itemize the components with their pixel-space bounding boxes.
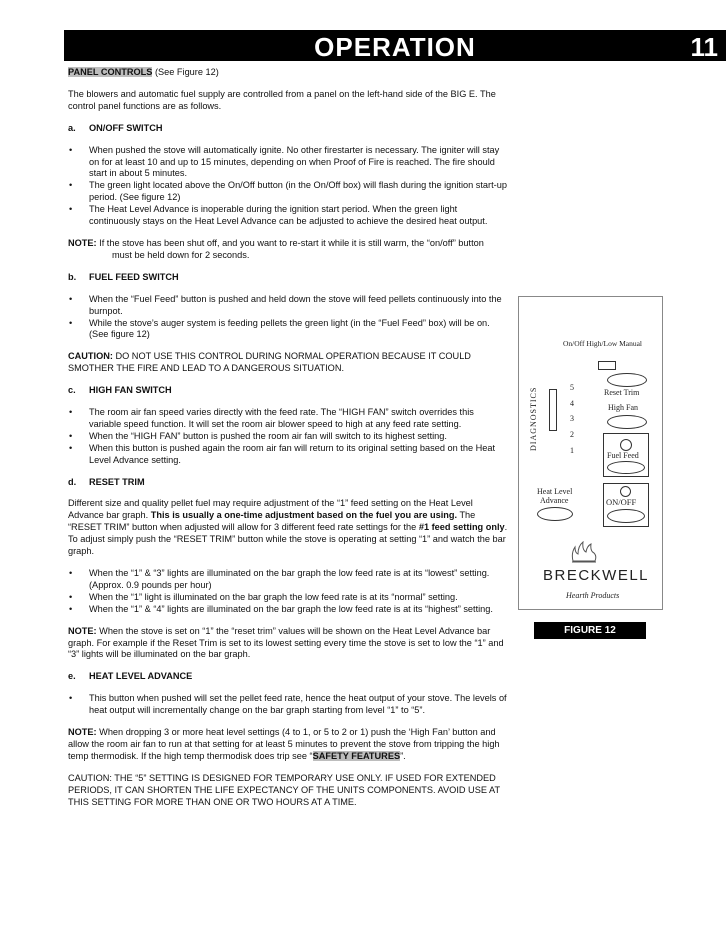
- subsection-title: HIGH FAN SWITCH: [89, 385, 172, 396]
- fuel-feed-button[interactable]: [607, 461, 645, 474]
- subsection-letter: d.: [68, 476, 77, 487]
- page-number: 11: [690, 32, 718, 62]
- safety-features-link[interactable]: SAFETY FEATURES: [312, 750, 401, 761]
- subsection-a-heading: [68, 123, 508, 135]
- panel-top-labels: On/Off High/Low Manual: [563, 339, 643, 348]
- note-d: [68, 626, 508, 662]
- brand-subtitle: Hearth Products: [566, 591, 620, 600]
- note-text: ”.: [400, 750, 406, 761]
- note-text: When the stove is set on “1” the “reset trim” values will be shown on the Heat Level Advance bar graph. For example if the Reset Trim is set to its lowest setting every time the stove is set to low the “1” and “3” lights will be illuminated on the bar graph.: [68, 625, 504, 660]
- note-label: NOTE:: [68, 237, 97, 248]
- caution-text: DO NOT USE THIS CONTROL DURING NORMAL OPERATION BECAUSE IT COULD SMOTHER THE FIRE AND LEAD TO A DANGEROUS SITUATION.: [68, 351, 471, 374]
- note-e: [68, 727, 508, 763]
- note-continuation: must be held down for 2 seconds.: [112, 249, 250, 260]
- diagnostics-label: DIAGNOSTICS: [529, 386, 538, 451]
- subsection-d-heading: [68, 477, 508, 489]
- reset-trim-paragraph: [68, 498, 508, 558]
- level-2: 2: [570, 430, 574, 439]
- caution-e: CAUTION: THE “5” SETTING IS DESIGNED FOR TEMPORARY USE ONLY. IF USED FOR EXTENDED PERIODS, IT CAN SHORTEN THE LIFE EXPECTANCY OF THE UNITS COMPONENTS. AVOID USE AT THIS SETTING FOR MORE THAN ONE OR TWO HOURS AT A TIME.: [68, 772, 500, 807]
- subsection-b-heading: [68, 272, 508, 284]
- list-item: • When the “HIGH FAN” button is pushed the room air fan will switch to its highest setting.: [68, 431, 508, 443]
- note-text: When dropping 3 or more heat level settings (4 to 1, or 5 to 2 or 1) push the ‘High Fan’ button and allow the room air fan to run at that setting for at least 5 minutes to prevent the stove from tripping the high temp thermodisk. If the high temp thermodisk does trip see “: [68, 727, 500, 761]
- figure-reference: (See figure 12): [89, 329, 150, 340]
- main-content: [68, 67, 508, 819]
- subsection-letter: c.: [68, 385, 76, 396]
- list-item: [68, 318, 508, 342]
- list-item-extra: (Approx. 0.9 pounds per hour): [89, 579, 212, 590]
- note-text: If the stove has been shut off, and you want to re-start it while it is still warm, the “on/off” button: [96, 237, 484, 248]
- diagnostics-bar: [549, 389, 557, 431]
- subsection-title: FUEL FEED SWITCH: [89, 271, 179, 282]
- subsection-letter: e.: [68, 671, 76, 682]
- bullet-list-b: [68, 294, 508, 342]
- high-fan-button[interactable]: [607, 415, 647, 429]
- high-low-switch[interactable]: [598, 361, 616, 370]
- heat-level-label: Heat Level: [537, 487, 573, 496]
- heat-level-advance-button[interactable]: [537, 507, 573, 521]
- subsection-letter: b.: [68, 271, 77, 282]
- list-item-text: When the “1” & “3” lights are illuminated on the bar graph the low feed rate is at its “lowest” setting.: [89, 568, 490, 578]
- subsection-title: ON/OFF SWITCH: [89, 122, 163, 133]
- flame-logo-icon: [569, 541, 599, 563]
- level-5: 5: [570, 383, 574, 392]
- note-label: NOTE:: [68, 625, 97, 636]
- list-item: • This button when pushed will set the pellet feed rate, hence the heat output of your stove. The levels of heat output will incrementally change on the bar graph starting from level “1” to “5”.: [68, 693, 508, 717]
- list-item: • When the “1” light is illuminated on the bar graph the low feed rate is at its “normal” setting.: [68, 592, 508, 604]
- panel-controls-heading: [68, 67, 508, 79]
- level-1: 1: [570, 446, 574, 455]
- text-run: Different size and quality pellet fuel may require adjustment of the “1” feed setting on the Heat Level Advance bar graph.: [68, 498, 473, 521]
- list-item: • The room air fan speed varies directly with the feed rate. The “HIGH FAN” switch overrides this variable speed function. It will set the room air blower speed to high at any feed rate setting.: [68, 407, 508, 431]
- control-panel-figure: [518, 296, 663, 610]
- text-run: . To adjust simply push the “RESET TRIM” button while the stove is operating at setting “1” and watch the bar graph.: [68, 522, 508, 557]
- list-item-text: While the stove’s auger system is feeding pellets the green light (in the “Fuel Feed” box) will be on.: [89, 317, 490, 328]
- brand-name: BRECKWELL: [543, 567, 650, 584]
- high-fan-label: High Fan: [608, 403, 638, 412]
- on-off-light: [620, 486, 631, 497]
- bold-run: #1 feed setting only: [418, 522, 505, 533]
- list-item: • The Heat Level Advance is inoperable during the ignition start period. When the green light continuously stays on the Heat Level Advance can be adjusted to achieve the desired heat output.: [68, 204, 508, 228]
- level-3: 3: [570, 414, 574, 423]
- subsection-e-heading: [68, 671, 508, 683]
- caution-b: [68, 351, 508, 375]
- figure-caption: FIGURE 12: [534, 622, 646, 639]
- advance-label: Advance: [540, 496, 569, 505]
- subsection-c-heading: [68, 385, 508, 397]
- subsection-title: RESET TRIM: [89, 476, 145, 487]
- on-off-label: ON/OFF: [606, 497, 637, 507]
- list-item: • When this button is pushed again the room air fan will return to its original setting based on the Heat Level Advance setting.: [68, 443, 508, 467]
- fuel-feed-label: Fuel Feed: [607, 451, 639, 460]
- text-run: The “RESET TRIM” button when adjusted will allow for 3 different feed rate settings for the: [68, 510, 476, 533]
- list-item: • When pushed the stove will automatically ignite. No other firestarter is necessary. The igniter will stay on for at least 10 and up to 15 minutes, depending on when Proof of Fire is reached. The fire should start in about 5 minutes.: [68, 145, 508, 181]
- subsection-letter: a.: [68, 122, 76, 133]
- list-item: [68, 568, 508, 592]
- level-4: 4: [570, 399, 574, 408]
- figure-reference: (See Figure 12): [152, 67, 219, 77]
- bold-run: This is usually a one-time adjustment based on the fuel you are using.: [150, 510, 458, 521]
- subsection-title: HEAT LEVEL ADVANCE: [89, 671, 193, 682]
- on-off-button[interactable]: [607, 509, 645, 523]
- reset-trim-button[interactable]: [607, 373, 647, 387]
- page-title: OPERATION: [314, 32, 476, 62]
- bullet-list-e: [68, 693, 508, 717]
- list-item: • When the “1” & “4” lights are illuminated on the bar graph the low feed rate is at its “highest” setting.: [68, 604, 508, 616]
- reset-trim-label: Reset Trim: [604, 388, 640, 397]
- note-a: [68, 238, 508, 262]
- page-header: [64, 30, 726, 61]
- bullet-list-c: [68, 407, 508, 467]
- bullet-list-a: [68, 145, 508, 228]
- section-title: PANEL CONTROLS: [68, 67, 153, 77]
- list-item: • The green light located above the On/Off button (in the On/Off box) will flash during the ignition start-up period. (See figure 12): [68, 180, 508, 204]
- note-label: NOTE:: [68, 727, 97, 738]
- bullet-list-d: [68, 568, 508, 616]
- caution-label: CAUTION:: [68, 351, 113, 362]
- list-item: • When the “Fuel Feed” button is pushed and held down the stove will feed pellets continuously into the burnpot.: [68, 294, 508, 318]
- intro-paragraph: The blowers and automatic fuel supply are controlled from a panel on the left-hand side of the BIG E. The control panel functions are as follows.: [68, 88, 496, 111]
